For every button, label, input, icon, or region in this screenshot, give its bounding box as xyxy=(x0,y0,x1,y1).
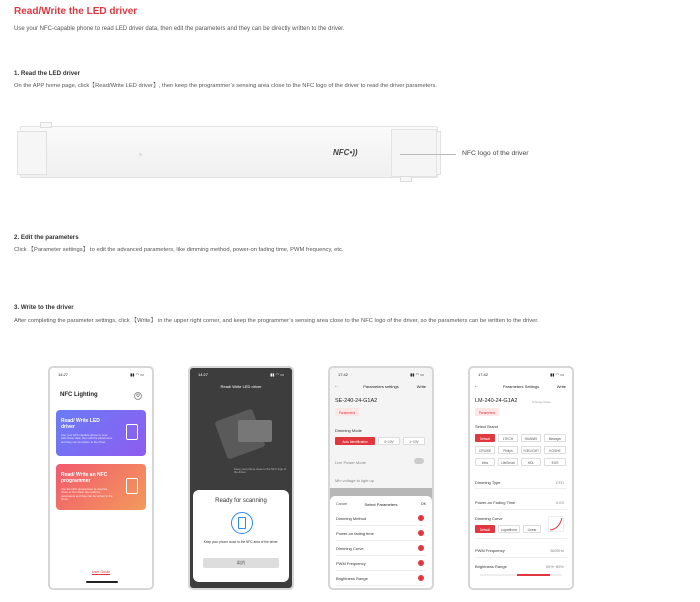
intro-text: Use your NFC-capable phone to read LED driver data, then edit the parameters and they can be directly written to the driver. xyxy=(14,26,345,32)
driver-tab xyxy=(400,176,412,182)
phone-scan-icon xyxy=(231,512,253,534)
sheet-ok-button[interactable]: OK xyxy=(420,502,426,506)
cancel-button[interactable]: 取消 xyxy=(203,558,279,568)
check-icon xyxy=(418,575,424,581)
status-icons: ▮▮ ◠ ▭ xyxy=(410,372,424,377)
dimming-mode-label: Dimming Mode xyxy=(335,428,362,433)
curve-option-logarithmic[interactable]: Logarithmic xyxy=(498,525,520,533)
param-item[interactable]: Dimming Curve xyxy=(336,542,426,556)
pwm-label: PWM Frequency xyxy=(475,548,505,553)
dimming-option-0-10v[interactable]: 0~10V xyxy=(378,437,400,445)
param-item[interactable]: Brightness Range xyxy=(336,572,426,586)
card1-desc: Use your NFC capable phone to read LED driver data, then edit the parameters and they can be written to the driver. xyxy=(61,433,113,444)
driver-tab xyxy=(40,122,52,128)
nav-title: Parameters Settings xyxy=(502,384,540,389)
brightness-label: Brightness Range xyxy=(475,564,507,569)
led-driver-image xyxy=(20,126,438,178)
driver-screw xyxy=(139,153,142,156)
scan-sheet xyxy=(193,490,289,582)
status-icons: ▮▮ ◠ ▭ xyxy=(550,372,564,377)
check-icon xyxy=(418,560,424,566)
live-power-label: Live Power Mode xyxy=(335,460,366,465)
read-write-driver-card[interactable] xyxy=(56,410,146,456)
sheet-cancel-button[interactable]: Cancel xyxy=(336,502,348,506)
write-button[interactable]: Write xyxy=(556,384,566,389)
curve-option-linear[interactable]: Linear xyxy=(523,525,541,533)
param-item[interactable]: Power-on fading time xyxy=(336,527,426,541)
read-write-programmer-card[interactable] xyxy=(56,464,146,510)
nav-title: Parameters settings xyxy=(363,384,399,389)
settings-icon[interactable]: ⚙ xyxy=(135,393,141,399)
curve-option-default[interactable]: Default xyxy=(475,525,495,533)
check-icon xyxy=(418,515,424,521)
step1-text: On the APP home page, click【Read/Write LED driver】, then keep the programmer’s sensing area close to the NFC logo of the driver to read the driver parameters. xyxy=(14,83,437,89)
model-name: LM-240-24-G1A2 xyxy=(475,398,518,404)
curve-preview-icon xyxy=(548,516,564,532)
sheet-title: Select Parameters xyxy=(364,502,398,507)
step1-heading: 1. Read the LED driver xyxy=(14,70,81,77)
brand-chip[interactable]: LifeSmart xyxy=(498,458,518,466)
driver-left-cap xyxy=(17,131,47,175)
scan-header: Read/ Write LED driver xyxy=(220,384,262,389)
status-time: 17:42 xyxy=(338,372,349,377)
driver-illustration xyxy=(238,420,272,442)
status-time: 17:42 xyxy=(478,372,489,377)
dimming-type-value[interactable]: CFD xyxy=(555,480,564,485)
fading-time-value[interactable]: 0.0S xyxy=(555,500,564,505)
user-guide-link[interactable]: User Guide xyxy=(91,570,111,574)
brand-chip[interactable]: Infra xyxy=(475,458,495,466)
select-parameters-sheet xyxy=(330,496,432,590)
dimming-curve-label: Dimming Curve xyxy=(475,516,503,521)
brightness-value[interactable]: 50%~85% xyxy=(545,564,564,569)
brand-chip[interactable]: Meanger xyxy=(544,434,566,442)
scan-bg-text: Keep your phone close to the NFC logo of the driver. xyxy=(234,467,287,475)
home-indicator xyxy=(86,581,118,583)
app-title: NFC Lighting xyxy=(60,392,98,398)
card2-title: Read/ Write an NFC programmer xyxy=(61,472,108,484)
step3-heading: 3. Write to the driver xyxy=(14,304,74,311)
model-sub: N-Group Mode xyxy=(532,400,551,404)
step2-text: Click 【Parameter settings】 to edit the advanced parameters, like dimming method, power-on fading time, PWM frequency, etc. xyxy=(14,247,344,253)
min-voltage-label: Min voltage to light up xyxy=(335,478,374,483)
card1-title: Read/ Write LED driver xyxy=(61,418,100,430)
page-title: Read/Write the LED driver xyxy=(14,6,138,17)
phone-parameter-settings-screen xyxy=(468,366,574,590)
scan-sheet-text: Keep your phone close to the NFC area of the driver. xyxy=(203,540,279,544)
fading-time-label: Power-on Fading Time xyxy=(475,500,516,505)
status-time: 14:27 xyxy=(198,372,209,377)
model-name: SE-240-24-G1A2 xyxy=(335,398,378,404)
phone-scanning-screen xyxy=(188,366,294,590)
phone-home-screen xyxy=(48,366,154,590)
brand-chip[interactable]: EOS xyxy=(544,458,566,466)
scan-sheet-title: Ready for scanning xyxy=(215,498,267,504)
status-icons: ▮▮ ◠ ▭ xyxy=(130,372,144,377)
param-item[interactable]: Dimming Method xyxy=(336,512,426,526)
brand-chip[interactable]: Philiph xyxy=(498,446,518,454)
callout-line xyxy=(400,154,456,155)
status-time: 14:27 xyxy=(58,372,69,377)
nfc-callout-label: NFC logo of the driver xyxy=(462,150,529,157)
brand-chip[interactable]: YOELIGHT xyxy=(521,446,541,454)
brand-chip[interactable]: HDL xyxy=(521,458,541,466)
brand-chip[interactable]: HUAWEI xyxy=(521,434,541,442)
card2-desc: Use the NFC programmer to read the driver or form files, then edit the parameters and they can be written to the driver. xyxy=(61,487,113,502)
parameters-tag: Parameters xyxy=(475,408,499,416)
back-icon[interactable]: ← xyxy=(474,383,479,389)
brand-chip[interactable]: KOSHE xyxy=(544,446,566,454)
brand-chip[interactable]: CRUISE xyxy=(475,446,495,454)
pwm-value[interactable]: 3600Hz xyxy=(550,548,564,553)
param-item[interactable]: PWM Frequency xyxy=(336,557,426,571)
back-icon[interactable]: ← xyxy=(334,383,339,389)
parameters-tag: Parameters xyxy=(335,408,359,416)
step3-text: After completing the parameter settings, click 【Write】 in the upper right corner, and keep the programmer’s sensing area close to the NFC logo of the driver, so the parameters can be written to the driver. xyxy=(14,318,539,324)
phone-parameter-select-screen xyxy=(328,366,434,590)
step2-heading: 2. Edit the parameters xyxy=(14,234,79,241)
write-button[interactable]: Write xyxy=(416,384,426,389)
select-brand-label: Select Brand xyxy=(475,424,498,429)
status-icons: ▮▮ ◠ ▭ xyxy=(270,372,284,377)
live-power-toggle[interactable] xyxy=(414,458,424,464)
nfc-logo-icon: NFC•)) xyxy=(333,148,358,157)
phone-nfc-icon xyxy=(126,424,138,440)
check-icon xyxy=(418,530,424,536)
check-icon xyxy=(418,545,424,551)
driver-end-block xyxy=(391,129,437,177)
dimming-option-1-10v[interactable]: 1~10V xyxy=(403,437,425,445)
dimming-option-auto[interactable]: Auto Identification xyxy=(335,437,375,445)
dimming-type-label: Dimming Type xyxy=(475,480,501,485)
brand-chip[interactable]: Default xyxy=(475,434,495,442)
brand-chip[interactable]: LTECH xyxy=(498,434,518,442)
brightness-slider[interactable] xyxy=(480,574,562,576)
programmer-nfc-icon xyxy=(126,478,138,494)
